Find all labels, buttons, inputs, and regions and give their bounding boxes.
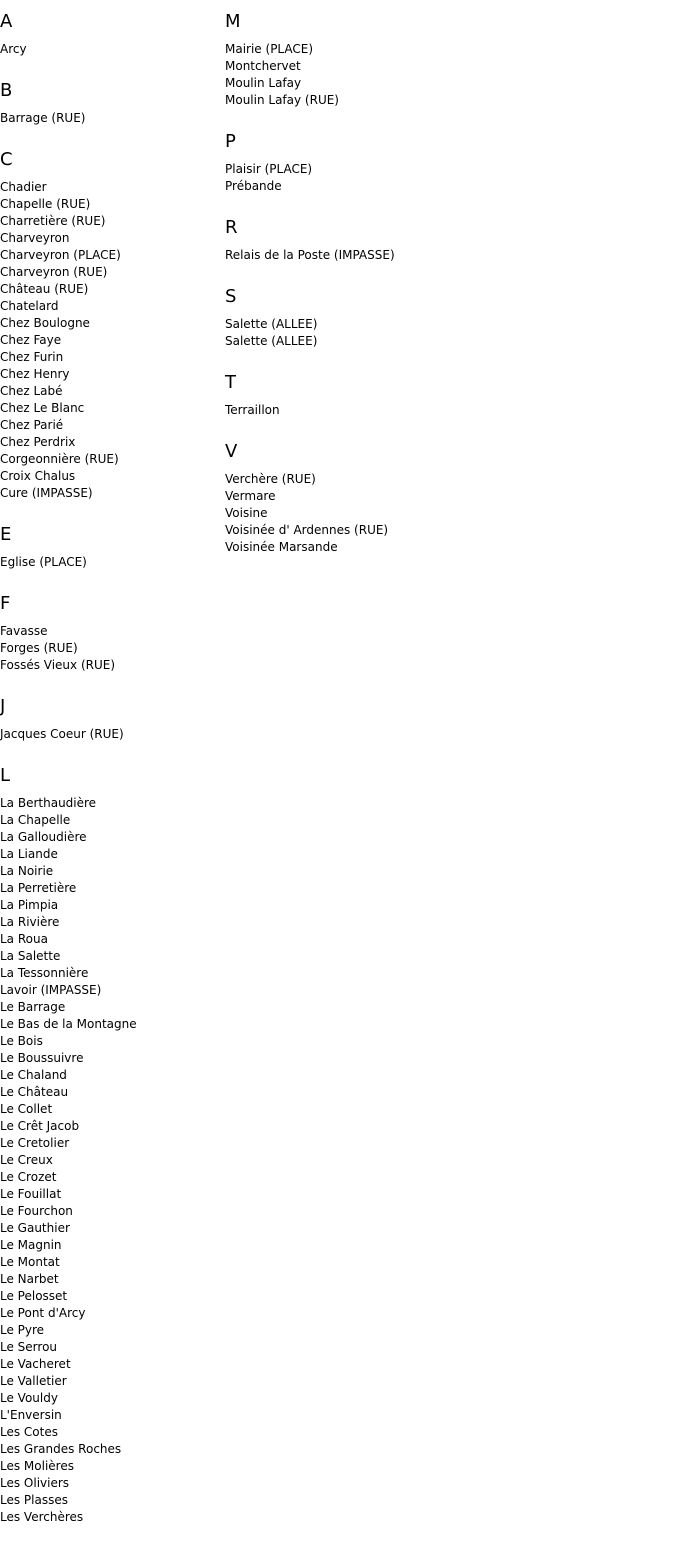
list-item <box>0 434 225 451</box>
street-link[interactable]: La Rivière <box>0 915 60 929</box>
list-item <box>0 863 225 880</box>
list-item <box>0 812 225 829</box>
street-link[interactable]: Le Fourchon <box>0 1204 73 1218</box>
street-link[interactable]: La Roua <box>0 932 48 946</box>
street-link[interactable]: La Noirie <box>0 864 54 878</box>
list-item <box>225 92 665 109</box>
list-item <box>0 1067 225 1084</box>
list-item <box>0 1220 225 1237</box>
letter-group-m <box>225 11 665 109</box>
street-link[interactable]: Barrage (RUE) <box>0 111 86 125</box>
list-item <box>225 488 665 505</box>
street-link[interactable]: Chez Labé <box>0 384 63 398</box>
list-item <box>0 640 225 657</box>
street-link[interactable]: Voisine <box>225 506 268 520</box>
street-list <box>225 402 665 419</box>
street-link[interactable]: Les Verchères <box>0 1510 84 1524</box>
street-link[interactable]: Corgeonnière (RUE) <box>0 452 119 466</box>
letter-heading: E <box>0 524 12 545</box>
list-item <box>0 468 225 485</box>
list-item <box>0 110 225 127</box>
street-link[interactable]: Le Narbet <box>0 1272 59 1286</box>
street-link[interactable]: Le Pyre <box>0 1323 45 1337</box>
list-item <box>0 1084 225 1101</box>
list-item <box>0 795 225 812</box>
letter-group-s <box>225 286 665 350</box>
letter-heading: L <box>0 765 11 786</box>
list-item <box>0 196 225 213</box>
list-item <box>225 522 665 539</box>
street-list <box>225 247 665 264</box>
street-link[interactable]: Arcy <box>0 42 27 56</box>
street-list <box>0 623 225 674</box>
list-item <box>0 948 225 965</box>
list-item <box>0 485 225 502</box>
list-item <box>225 178 665 195</box>
letter-group-r <box>225 217 665 264</box>
street-link[interactable]: La Salette <box>0 949 61 963</box>
list-item <box>225 539 665 556</box>
list-item <box>225 402 665 419</box>
street-link[interactable]: Le Château <box>0 1085 69 1099</box>
list-item <box>0 247 225 264</box>
list-item <box>0 1033 225 1050</box>
street-index-column-1 <box>0 0 225 1526</box>
street-index-column-2 <box>225 0 665 556</box>
list-item <box>0 1101 225 1118</box>
street-link[interactable]: Charveyron (PLACE) <box>0 248 121 262</box>
list-item <box>225 333 665 350</box>
street-link[interactable]: L'Enversin <box>0 1408 62 1422</box>
street-link[interactable]: Salette (ALLEE) <box>225 334 318 348</box>
letter-group-p <box>225 131 665 195</box>
list-item <box>225 471 665 488</box>
street-link[interactable]: Le Chaland <box>0 1068 67 1082</box>
street-link[interactable]: Moulin Lafay <box>225 76 302 90</box>
list-item <box>0 41 225 58</box>
street-link[interactable]: Jacques Coeur (RUE) <box>0 727 124 741</box>
street-link[interactable]: Le Pont d'Arcy <box>0 1306 86 1320</box>
street-link[interactable]: Favasse <box>0 624 48 638</box>
list-item <box>0 383 225 400</box>
list-item <box>0 1322 225 1339</box>
street-link[interactable]: Le Bois <box>0 1034 43 1048</box>
list-item <box>0 1373 225 1390</box>
list-item <box>0 1475 225 1492</box>
letter-group-t <box>225 372 665 419</box>
street-link[interactable]: Fossés Vieux (RUE) <box>0 658 116 672</box>
street-link[interactable]: Les Molières <box>0 1459 74 1473</box>
street-link[interactable]: Verchère (RUE) <box>225 472 316 486</box>
street-link[interactable]: Chez Parié <box>0 418 64 432</box>
street-link[interactable]: Mairie (PLACE) <box>225 42 314 56</box>
list-item <box>0 332 225 349</box>
letter-heading: R <box>225 217 238 238</box>
list-item <box>0 1271 225 1288</box>
letter-heading: P <box>225 131 236 152</box>
list-item <box>0 400 225 417</box>
street-link[interactable]: Charretière (RUE) <box>0 214 106 228</box>
list-item <box>0 1016 225 1033</box>
street-link[interactable]: Charveyron <box>0 231 70 245</box>
list-item <box>0 880 225 897</box>
list-item <box>0 1152 225 1169</box>
list-item <box>0 1356 225 1373</box>
letter-heading: A <box>0 11 13 32</box>
list-item <box>0 1305 225 1322</box>
street-link[interactable]: Cure (IMPASSE) <box>0 486 93 500</box>
street-link[interactable]: Château (RUE) <box>0 282 89 296</box>
street-link[interactable]: Les Cotes <box>0 1425 58 1439</box>
letter-group-f <box>0 593 225 674</box>
street-list <box>225 161 665 195</box>
street-link[interactable]: La Pimpia <box>0 898 59 912</box>
list-item <box>0 1339 225 1356</box>
street-link[interactable]: Les Plasses <box>0 1493 68 1507</box>
letter-heading: V <box>225 441 238 462</box>
list-item <box>0 914 225 931</box>
letter-group-l <box>0 765 225 1526</box>
list-item <box>0 349 225 366</box>
list-item <box>0 417 225 434</box>
street-link[interactable]: Croix Chalus <box>0 469 76 483</box>
street-link[interactable]: Chez Faye <box>0 333 62 347</box>
street-link[interactable]: Le Creux <box>0 1153 53 1167</box>
letter-heading: T <box>225 372 236 393</box>
letter-group-a <box>0 11 225 58</box>
street-link[interactable]: Les Oliviers <box>0 1476 70 1490</box>
street-link[interactable]: Le Vacheret <box>0 1357 71 1371</box>
letter-heading: F <box>0 593 11 614</box>
street-link[interactable]: Chez Perdrix <box>0 435 76 449</box>
list-item <box>0 657 225 674</box>
street-link[interactable]: Vermare <box>225 489 276 503</box>
street-link[interactable]: Le Crozet <box>0 1170 57 1184</box>
list-item <box>0 1288 225 1305</box>
street-link[interactable]: La Tessonnière <box>0 966 89 980</box>
list-item <box>0 931 225 948</box>
list-item <box>0 298 225 315</box>
list-item <box>0 623 225 640</box>
street-link[interactable]: Salette (ALLEE) <box>225 317 318 331</box>
list-item <box>0 1050 225 1067</box>
street-link[interactable]: Eglise (PLACE) <box>0 555 87 569</box>
street-link[interactable]: La Berthaudière <box>0 796 97 810</box>
list-item <box>0 179 225 196</box>
list-item <box>0 1509 225 1526</box>
street-link[interactable]: La Galloudière <box>0 830 87 844</box>
letter-heading: C <box>0 149 13 170</box>
street-link[interactable]: Moulin Lafay (RUE) <box>225 93 339 107</box>
list-item <box>0 1441 225 1458</box>
street-link[interactable]: La Chapelle <box>0 813 71 827</box>
street-link[interactable]: La Perretière <box>0 881 77 895</box>
list-item <box>225 505 665 522</box>
street-list <box>225 471 665 556</box>
street-link[interactable]: Charveyron (RUE) <box>0 265 108 279</box>
street-link[interactable]: Chez Henry <box>0 367 70 381</box>
street-link[interactable]: Montchervet <box>225 59 301 73</box>
list-item <box>225 58 665 75</box>
list-item <box>0 829 225 846</box>
list-item <box>0 1203 225 1220</box>
street-link[interactable]: Le Montat <box>0 1255 60 1269</box>
list-item <box>0 726 225 743</box>
street-link[interactable]: Le Magnin <box>0 1238 62 1252</box>
street-link[interactable]: Le Barrage <box>0 1000 66 1014</box>
list-item <box>0 1254 225 1271</box>
letter-heading: B <box>0 80 13 101</box>
street-link[interactable]: Le Collet <box>0 1102 53 1116</box>
street-link[interactable]: Chatelard <box>0 299 59 313</box>
letter-heading: J <box>0 696 6 717</box>
list-item <box>225 316 665 333</box>
street-list <box>0 795 225 1526</box>
list-item <box>0 451 225 468</box>
street-link[interactable]: Les Grandes Roches <box>0 1442 122 1456</box>
street-link[interactable]: Chez Boulogne <box>0 316 90 330</box>
list-item <box>0 281 225 298</box>
street-link[interactable]: Chapelle (RUE) <box>0 197 91 211</box>
list-item <box>225 41 665 58</box>
letter-group-c <box>0 149 225 502</box>
list-item <box>0 1407 225 1424</box>
list-item <box>0 230 225 247</box>
list-item <box>0 999 225 1016</box>
list-item <box>0 1390 225 1407</box>
letter-heading: S <box>225 286 237 307</box>
street-link[interactable]: Terraillon <box>225 403 280 417</box>
street-link[interactable]: Le Vouldy <box>0 1391 58 1405</box>
street-link[interactable]: Le Bas de la Montagne <box>0 1017 137 1031</box>
list-item <box>0 982 225 999</box>
street-list <box>0 554 225 571</box>
letter-group-e <box>0 524 225 571</box>
street-link[interactable]: Le Cretolier <box>0 1136 70 1150</box>
list-item <box>0 264 225 281</box>
list-item <box>0 1424 225 1441</box>
list-item <box>0 1492 225 1509</box>
list-item <box>0 213 225 230</box>
letter-group-v <box>225 441 665 556</box>
street-link[interactable]: Le Pelosset <box>0 1289 68 1303</box>
letter-group-b <box>0 80 225 127</box>
street-link[interactable]: Chadier <box>0 180 47 194</box>
list-item <box>0 1118 225 1135</box>
list-item <box>0 1169 225 1186</box>
street-list <box>0 726 225 743</box>
street-list <box>0 110 225 127</box>
list-item <box>0 965 225 982</box>
street-link[interactable]: Forges (RUE) <box>0 641 78 655</box>
list-item <box>0 1237 225 1254</box>
list-item <box>0 897 225 914</box>
list-item <box>225 247 665 264</box>
letter-group-j <box>0 696 225 743</box>
list-item <box>0 846 225 863</box>
street-link[interactable]: Le Fouillat <box>0 1187 62 1201</box>
list-item <box>0 315 225 332</box>
street-link[interactable]: Le Valletier <box>0 1374 67 1388</box>
list-item <box>0 1135 225 1152</box>
street-list <box>0 179 225 502</box>
street-link[interactable]: Le Gauthier <box>0 1221 70 1235</box>
street-list <box>0 41 225 58</box>
street-link[interactable]: Relais de la Poste (IMPASSE) <box>225 248 395 262</box>
street-link[interactable]: Chez Le Blanc <box>0 401 85 415</box>
street-link[interactable]: Chez Furin <box>0 350 64 364</box>
list-item <box>0 1186 225 1203</box>
street-list <box>225 41 665 109</box>
street-link[interactable]: Plaisir (PLACE) <box>225 162 313 176</box>
street-link[interactable]: Le Boussuivre <box>0 1051 84 1065</box>
street-list <box>225 316 665 350</box>
street-link[interactable]: Prébande <box>225 179 282 193</box>
list-item <box>225 75 665 92</box>
list-item <box>0 366 225 383</box>
street-link[interactable]: Lavoir (IMPASSE) <box>0 983 102 997</box>
street-link[interactable]: Voisinée Marsande <box>225 540 338 554</box>
list-item <box>225 161 665 178</box>
letter-heading: M <box>225 11 241 32</box>
street-link[interactable]: Le Serrou <box>0 1340 58 1354</box>
street-link[interactable]: La Liande <box>0 847 58 861</box>
street-link[interactable]: Le Crêt Jacob <box>0 1119 80 1133</box>
list-item <box>0 1458 225 1475</box>
street-link[interactable]: Voisinée d' Ardennes (RUE) <box>225 523 389 537</box>
list-item <box>0 554 225 571</box>
